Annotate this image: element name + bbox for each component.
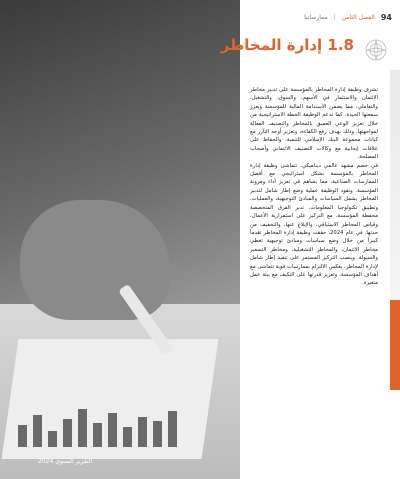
header-separator: |	[333, 13, 336, 21]
hand-shape	[20, 200, 170, 320]
page-title: 1.8 إدارة المخاطر	[220, 36, 354, 54]
paper-bar	[63, 419, 72, 447]
body-text	[250, 86, 378, 288]
footer-label: التقرير السنوي 2024	[38, 458, 93, 465]
accent-bar	[390, 300, 400, 390]
page-number: 94	[380, 12, 392, 22]
decorative-emblem-icon	[364, 38, 388, 62]
page-header	[270, 10, 392, 24]
paper-bar	[18, 425, 27, 447]
paper-bar	[93, 423, 102, 447]
paper-bar	[153, 421, 162, 447]
paragraph-1: تشرف وظيفة إدارة المخاطر بالمؤسسة على تدبير مخاطر الائتمان والاستثمار في الأسهم، والسوق، والتشغيل، والتعاملي، مما يضمن الاستدامة المالية للمؤسسة ويعزز سمعتها الجيدة. كما تدعم الوظيفة الخطة الاستراتيجية من خلال تعزيز الوعي العميق بالمخاطر والتصنيف الفعالة لمواجهتها، وذلك بهدف رفع الكفاءة، وتعزيز أوجه التآزر مع كيانات مجموعة البنك الإسلامي للتنمية، والحفاظ على علاقات إيجابية مع وكالات التصنيف الائتماني وأصحاب المصلحة.	[250, 87, 378, 161]
section-label: ممارساتنا	[304, 13, 328, 21]
paragraph-2: في خضم مشهد عالمي ديناميكي، تتماشى وظيفة إدارة المخاطر بالمؤسسة بشكل استراتيجي مع أفضل الممارسات الصناعية، مما يساهم في تعزيز أداء ومرونة المؤسسة. وتقود الوظيفة عملية وضع إطار شامل لتدبير المخاطر يشمل السياسات والمبادئ التوجيهية، والعمليات، وتطبيق تكنولوجيا المعلومات. تدير الفرق المتخصصة محفظة المؤسسة، مع التركيز على استمرارية الأعمال، وقياس المخاطر الاستباقي، والإبلاغ عنها، والتخفيف من حدتها. في عام 2024، حققت وظيفة إدارة المخاطر تقدماً كبيراً من خلال وضع سياسات ومبادئ توجيهية تغطي مخاطر الائتمان، والمخاطر التشغيلية، ومخاطر التسعير والسيولة. وينصب التركيز المستمر على تنفيذ إطار شامل لإدارة المخاطر، يعكس الالتزام بممارسات قوية تتماشى مع أهداف المؤسسة، وتعزيز قدرتها على التكيف مع بيئة عمل متغيرة.	[250, 162, 378, 287]
paper-bar	[138, 417, 147, 447]
paper-bar	[48, 431, 57, 447]
side-accent	[390, 70, 400, 300]
paper-bar	[33, 415, 42, 447]
paper-bar	[123, 427, 132, 447]
chapter-label: الفصل الثامن	[341, 13, 375, 21]
paper-bar-chart	[18, 409, 177, 447]
paper-bar	[78, 409, 87, 447]
paper-bar	[168, 411, 177, 447]
paper-bar	[108, 413, 117, 447]
